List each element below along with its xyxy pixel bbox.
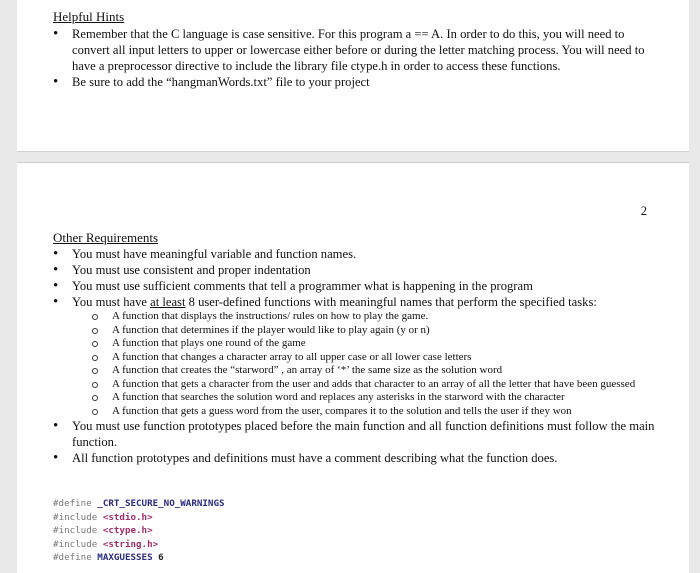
macro-name: _CRT_SECURE_NO_WARNINGS — [97, 498, 225, 509]
sub-list-item: A function that gets a character from the user and adds that character to an array of all the letter that have been guessed — [72, 378, 665, 392]
page-number: 2 — [640, 204, 647, 218]
code-line — [53, 552, 164, 563]
list-item: • You must use sufficient comments that tell a programmer what is happening in the program — [53, 278, 665, 294]
sub-list-item: A function that searches the solution word and replaces any asterisks in the starword with the character — [72, 391, 665, 405]
code-line — [53, 498, 225, 509]
function-task-list — [72, 310, 665, 418]
at-least-emphasis: at least — [150, 295, 186, 309]
list-item: • Be sure to add the “hangmanWords.txt” file to your project — [53, 74, 665, 90]
requirements-list — [53, 246, 665, 466]
sub-list-item: A function that creates the “starword” , an array of ‘*’ the same size as the solution word — [72, 364, 665, 378]
code-line — [53, 525, 153, 536]
define-directive: #define — [53, 552, 92, 563]
helpful-hints-heading: Helpful Hints — [53, 9, 125, 24]
header-file: <stdio.h> — [102, 511, 153, 523]
page-top — [17, 0, 689, 152]
include-directive: #include — [53, 511, 98, 523]
sub-list-item: A function that determines if the player would like to play again (y or n) — [72, 324, 665, 338]
macro-name: MAXGUESSES — [97, 552, 153, 563]
page-bottom — [17, 162, 689, 573]
code-line — [53, 512, 153, 523]
sub-list-item: A function that plays one round of the game — [72, 337, 665, 351]
list-item: • Remember that the C language is case sensitive. For this program a == A. In order to do this, you will need to convert all input letters to upper or lowercase either before or during the letter matching process. You will need to have a preprocessor directive to include the library file ctype.h in order to access these functions. — [53, 26, 665, 74]
functions-suffix: 8 user-defined functions with meaningful names that perform the specified tasks: — [185, 295, 597, 309]
list-item: • You must use function prototypes placed before the main function and all function definitions must follow the main function. — [53, 418, 665, 450]
macro-value: 6 — [158, 552, 164, 563]
helpful-hints-list — [53, 26, 665, 90]
define-directive: #define — [53, 498, 92, 509]
sub-list-item: A function that gets a guess word from the user, compares it to the solution and tells the user if they won — [72, 405, 665, 419]
list-item: • You must have meaningful variable and function names. — [53, 246, 665, 262]
code-line — [53, 539, 158, 550]
include-directive: #include — [53, 525, 98, 536]
code-block — [53, 497, 225, 565]
include-directive: #include — [53, 538, 98, 550]
header-file: <ctype.h> — [102, 525, 153, 536]
header-file: <string.h> — [102, 538, 159, 550]
functions-prefix: You must have — [72, 295, 151, 309]
other-requirements-heading: Other Requirements — [53, 230, 159, 245]
sub-list-item: A function that displays the instructions/ rules on how to play the game. — [72, 310, 665, 324]
list-item: • You must use consistent and proper indentation — [53, 262, 665, 278]
list-item: • All function prototypes and definitions must have a comment describing what the function does. — [53, 450, 665, 466]
list-item-functions — [53, 294, 665, 418]
sub-list-item: A function that changes a character array to all upper case or all lower case letters — [72, 351, 665, 365]
